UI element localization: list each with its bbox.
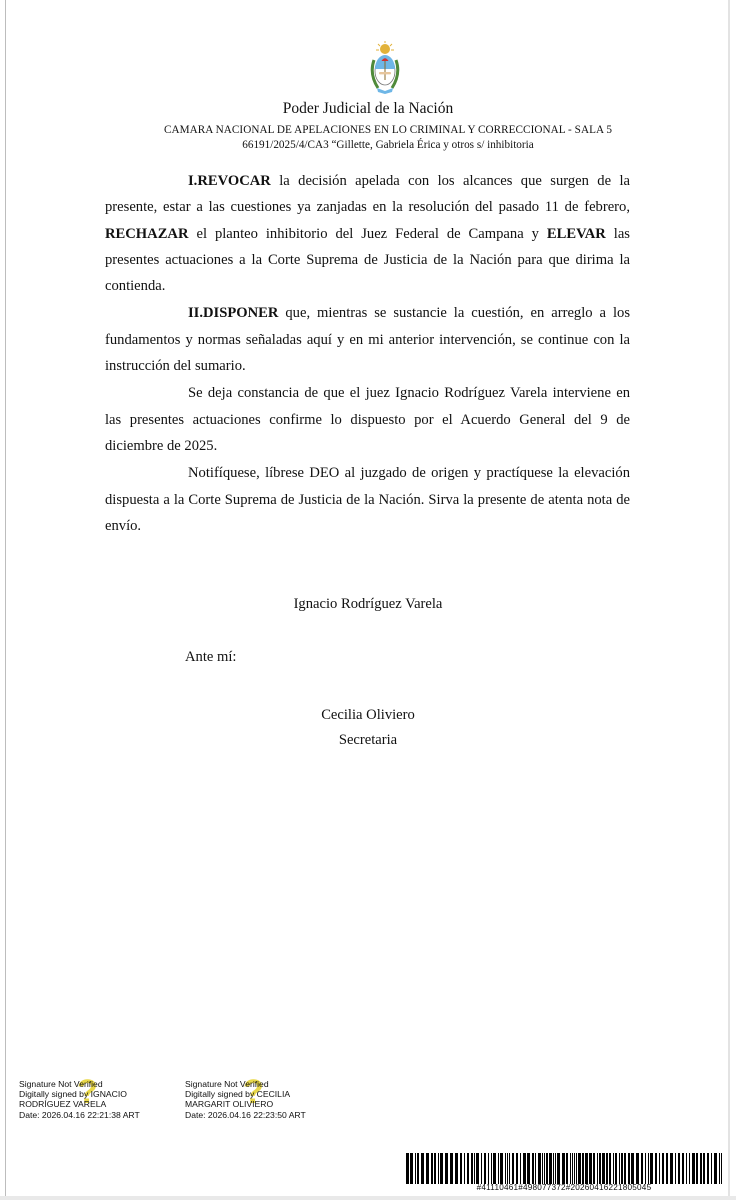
signature-signer-line1: Digitally signed by CECILIA xyxy=(185,1089,291,1100)
barcode-bar xyxy=(562,1153,565,1184)
barcode-bar xyxy=(464,1153,465,1184)
signature-status: Signature Not Verified xyxy=(185,1079,269,1089)
barcode-bar xyxy=(655,1153,657,1184)
barcode-bar xyxy=(721,1153,722,1184)
barcode-bar xyxy=(509,1153,510,1184)
barcode-bar xyxy=(549,1153,552,1184)
barcode-number: #41110461#498077372#20260416221805045 xyxy=(476,1183,652,1192)
judge-signature-name: Ignacio Rodríguez Varela xyxy=(293,596,443,612)
barcode-bar xyxy=(500,1153,503,1184)
barcode-bar xyxy=(426,1153,429,1184)
barcode-bar xyxy=(670,1153,673,1184)
digital-signature-judge xyxy=(19,1073,140,1120)
barcode-bar xyxy=(613,1153,614,1184)
barcode-bar xyxy=(593,1153,595,1184)
rechazar-heading: RECHAZAR xyxy=(105,225,189,242)
barcode-bar xyxy=(576,1153,577,1184)
barcode-bar xyxy=(544,1153,545,1184)
court-name: CAMARA NACIONAL DE APELACIONES EN LO CRIMINAL Y CORRECCIONAL - SALA 5 xyxy=(164,124,612,136)
barcode-bar xyxy=(410,1153,413,1184)
barcode-bar xyxy=(686,1153,687,1184)
digital-signature-secretary xyxy=(185,1073,306,1120)
barcode-bar xyxy=(602,1153,605,1184)
barcode-bar xyxy=(498,1153,499,1184)
resolution-point-2 xyxy=(105,300,630,379)
barcode-bar xyxy=(491,1153,492,1184)
barcode-bar xyxy=(538,1153,541,1184)
barcode-bar xyxy=(619,1153,620,1184)
barcode-bar xyxy=(507,1153,508,1184)
secretary-name: Cecilia Oliviero xyxy=(321,707,415,723)
signature-date: Date: 2026.04.16 22:23:50 ART xyxy=(185,1109,306,1120)
barcode-bar xyxy=(445,1153,448,1184)
barcode-bar xyxy=(467,1153,469,1184)
barcode-bar xyxy=(476,1153,479,1184)
barcode-bar xyxy=(520,1153,521,1184)
ante-mi-label: Ante mí: xyxy=(185,649,237,665)
barcode-bar xyxy=(589,1153,592,1184)
signature-date: Date: 2026.04.16 22:21:38 ART xyxy=(19,1109,140,1120)
barcode-bar xyxy=(535,1153,536,1184)
barcode-bar xyxy=(696,1153,698,1184)
constancia-paragraph: Se deja constancia de que el juez Ignacio Rodríguez Varela interviene en las presentes actuaciones confirme lo dispuesto por el Acuerdo General del 9 de diciembre de 2025. xyxy=(105,385,630,454)
barcode-bar xyxy=(431,1153,433,1184)
signature-signer-line2: MARGARIT OLIVIERO xyxy=(185,1099,274,1110)
barcode-bar xyxy=(566,1153,568,1184)
barcode-bar xyxy=(570,1153,571,1184)
resolution-point-1 xyxy=(105,168,630,299)
barcode-bar xyxy=(645,1153,646,1184)
disponer-heading: II.DISPONER xyxy=(188,305,279,322)
barcode-bar xyxy=(493,1153,496,1184)
point-1-text-b: el planteo inhibitorio del Juez Federal de Campana y xyxy=(188,225,547,242)
point-1-text-a: la decisión apelada con los alcances que surgen de la presente, estar a las cuestiones ya zanjadas en la resolución del pasado 11 de febrero, xyxy=(105,173,630,216)
barcode-bar xyxy=(434,1153,436,1184)
case-reference: 66191/2025/4/CA3 “Gillette, Gabriela Érica y otros s/ inhibitoria xyxy=(242,139,534,151)
barcode-bar xyxy=(719,1153,720,1184)
barcode-bar xyxy=(659,1153,660,1184)
barcode-bar xyxy=(455,1153,458,1184)
barcode-bar xyxy=(553,1153,554,1184)
barcode-bar xyxy=(597,1153,598,1184)
barcode-bar xyxy=(624,1153,626,1184)
barcode-bar xyxy=(714,1153,717,1184)
barcode-bar xyxy=(481,1153,482,1184)
document-barcode xyxy=(406,1153,722,1184)
barcode-bar xyxy=(523,1153,526,1184)
barcode-bar xyxy=(574,1153,575,1184)
point-1-text-c: las presentes actuaciones a la Corte Suprema de Justicia de la Nación para que dirima la contienda. xyxy=(105,225,630,295)
barcode-bar xyxy=(512,1153,514,1184)
barcode-bar xyxy=(648,1153,649,1184)
barcode-bar xyxy=(582,1153,584,1184)
barcode-bar xyxy=(415,1153,416,1184)
barcode-bar xyxy=(641,1153,643,1184)
barcode-bar xyxy=(578,1153,581,1184)
barcode-bar xyxy=(440,1153,443,1184)
barcode-bar xyxy=(417,1153,419,1184)
barcode-bar xyxy=(484,1153,486,1184)
barcode-bar xyxy=(621,1153,623,1184)
page-bottom-edge xyxy=(0,1196,736,1200)
barcode-bar xyxy=(636,1153,639,1184)
barcode-bar xyxy=(557,1153,560,1184)
barcode-bar xyxy=(678,1153,680,1184)
barcode-bar xyxy=(471,1153,473,1184)
barcode-bar xyxy=(682,1153,684,1184)
barcode-bar xyxy=(406,1153,409,1184)
signature-unverified-icon: ? xyxy=(243,1073,264,1111)
resolution-body xyxy=(105,168,630,540)
elevar-heading: ELEVAR xyxy=(546,225,606,242)
barcode-bar xyxy=(689,1153,690,1184)
point-2-text: que, mientras se sustancie la cuestión, en arreglo a los fundamentos y normas señaladas aquí y en mi anterior intervención, se continue con la instrucción del sumario. xyxy=(105,305,630,375)
barcode-bar xyxy=(707,1153,709,1184)
barcode-bar xyxy=(609,1153,611,1184)
signature-status: Signature Not Verified xyxy=(19,1079,103,1089)
barcode-bar xyxy=(585,1153,588,1184)
barcode-bar xyxy=(542,1153,543,1184)
barcode-bar xyxy=(505,1153,506,1184)
barcode-bar xyxy=(516,1153,518,1184)
revocar-heading: I.REVOCAR xyxy=(188,173,271,189)
barcode-bar xyxy=(474,1153,475,1184)
barcode-bar xyxy=(460,1153,462,1184)
signature-signer-line1: Digitally signed by IGNACIO xyxy=(19,1089,127,1100)
barcode-bar xyxy=(527,1153,530,1184)
barcode-bar xyxy=(666,1153,668,1184)
barcode-bar xyxy=(692,1153,695,1184)
institution-title: Poder Judicial de la Nación xyxy=(282,100,454,117)
signature-unverified-icon: ? xyxy=(77,1073,98,1111)
barcode-bar xyxy=(606,1153,608,1184)
barcode-bar xyxy=(650,1153,653,1184)
signature-signer-line2: RODRÍGUEZ VARELA xyxy=(19,1099,107,1110)
barcode-bar xyxy=(711,1153,712,1184)
barcode-bar xyxy=(703,1153,705,1184)
secretary-block xyxy=(0,703,736,753)
barcode-bar xyxy=(675,1153,676,1184)
barcode-bar xyxy=(615,1153,617,1184)
barcode-bar xyxy=(662,1153,664,1184)
barcode-bar xyxy=(438,1153,439,1184)
barcode-bar xyxy=(450,1153,453,1184)
barcode-bar xyxy=(599,1153,601,1184)
barcode-bar xyxy=(628,1153,630,1184)
coat-of-arms-icon xyxy=(368,40,402,94)
secretary-role: Secretaria xyxy=(338,732,398,748)
notification-paragraph: Notifíquese, líbrese DEO al juzgado de origen y practíquese la elevación dispuesta a la Corte Suprema de Justicia de la Nación. Sirva la presente de atenta nota de envío. xyxy=(105,465,630,534)
barcode-bar xyxy=(572,1153,573,1184)
barcode-bar xyxy=(488,1153,489,1184)
barcode-bar xyxy=(555,1153,556,1184)
barcode-bar xyxy=(700,1153,702,1184)
barcode-bar xyxy=(532,1153,534,1184)
barcode-bar xyxy=(631,1153,634,1184)
barcode-bar xyxy=(546,1153,548,1184)
barcode-bar xyxy=(421,1153,424,1184)
